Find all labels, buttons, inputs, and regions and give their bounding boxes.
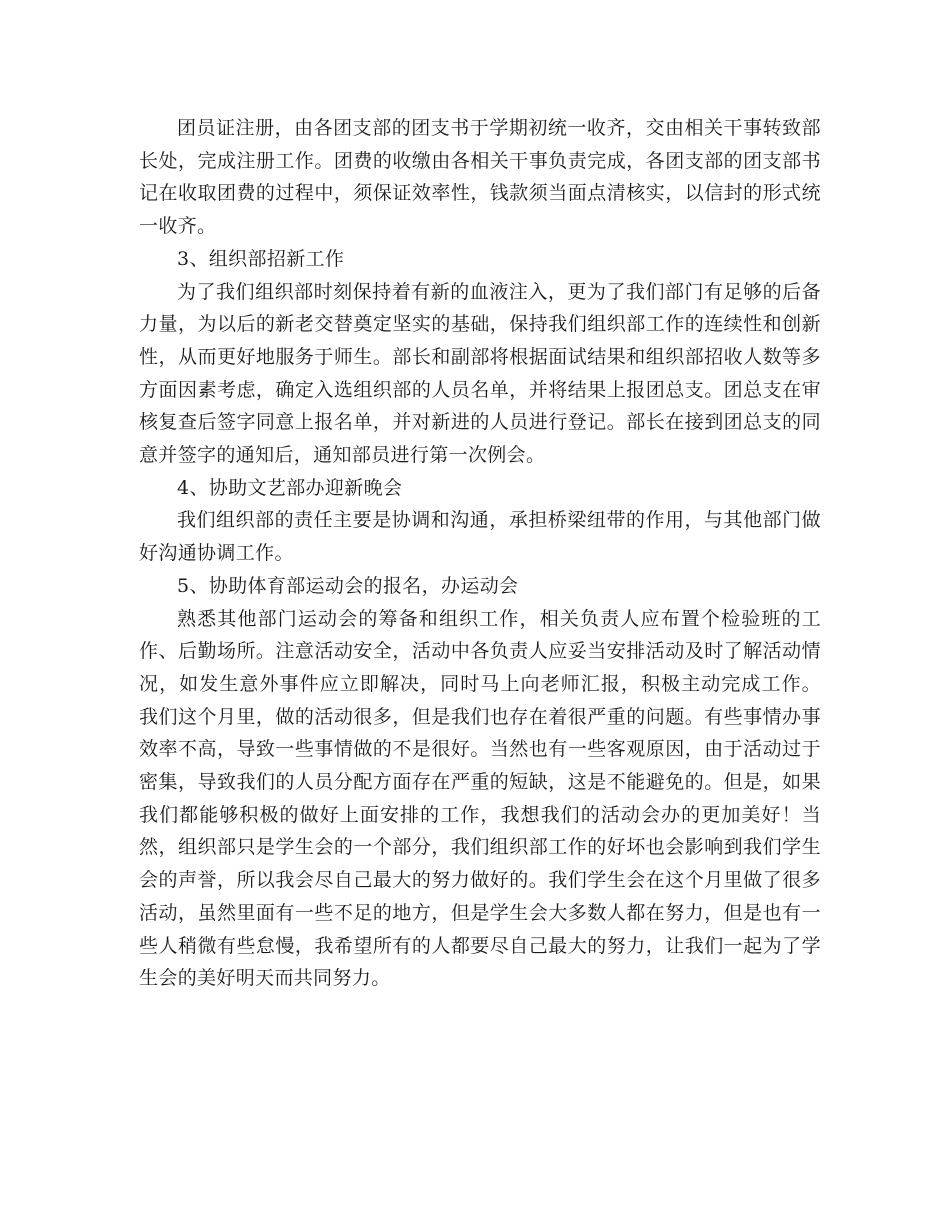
paragraph-sports-meet: 熟悉其他部门运动会的筹备和组织工作，相关负责人应布置个检验班的工作、后勤场所。注意活动安全，活动中各负责人应妥当安排活动及时了解活动情况，如发生意外事件应立即解决，同时马上向老师汇报，积极主动完成工作。 我们这个月里，做的活动很多，但是我们也存在着很严重的问题。有些事情办事效率不高，导致一些事情做的不是很好。当然也有一些客观原因，由于活动过于密集，导致我们的人员分配方面存在严重的短缺，这是不能避免的。但是，如果我们都能够积极的做好上面安排的工作，我想我们的活动会办的更加美好！当然，组织部只是学生会的一个部分，我们组织部工作的好坏也会影响到我们学生会的声誉，所以我会尽自己最大的努力做好的。我们学生会在这个月里做了很多活动，虽然里面有一些不足的地方，但是学生会大多数人都在努力，但是也有一些人稍微有些怠慢，我希望所有的人都要尽自己最大的努力，让我们一起为了学生会的美好明天而共同努力。	[139, 607, 821, 990]
heading-recruitment: 3、组织部招新工作	[177, 247, 345, 270]
paragraph-welcome-party: 我们组织部的责任主要是协调和沟通，承担桥梁纽带的作用，与其他部门做好沟通协调工作。	[139, 509, 821, 565]
paragraph-registration: 团员证注册，由各团支部的团支书于学期初统一收齐，交由相关干事转致部长处，完成注册工作。团费的收缴由各相关干事负责完成，各团支部的团支部书记在收取团费的过程中，须保证效率性，钱款须当面点清核实，以信封的形式统一收齐。	[139, 117, 821, 238]
heading-welcome-party: 4、协助文艺部办迎新晚会	[177, 476, 403, 499]
paragraph-recruitment: 为了我们组织部时刻保持着有新的血液注入，更为了我们部门有足够的后备力量，为以后的新老交替奠定坚实的基础，保持我们组织部工作的连续性和创新性，从而更好地服务于师生。部长和副部将根据面试结果和组织部招收人数等多方面因素考虑，确定入选组织部的人员名单，并将结果上报团总支。团总支在审核复查后签字同意上报名单，并对新进的人员进行登记。部长在接到团总支的同意并签字的通知后，通知部员进行第一次例会。	[139, 280, 821, 467]
heading-sports-meet: 5、协助体育部运动会的报名，办运动会	[177, 574, 519, 597]
document-body	[139, 112, 821, 995]
